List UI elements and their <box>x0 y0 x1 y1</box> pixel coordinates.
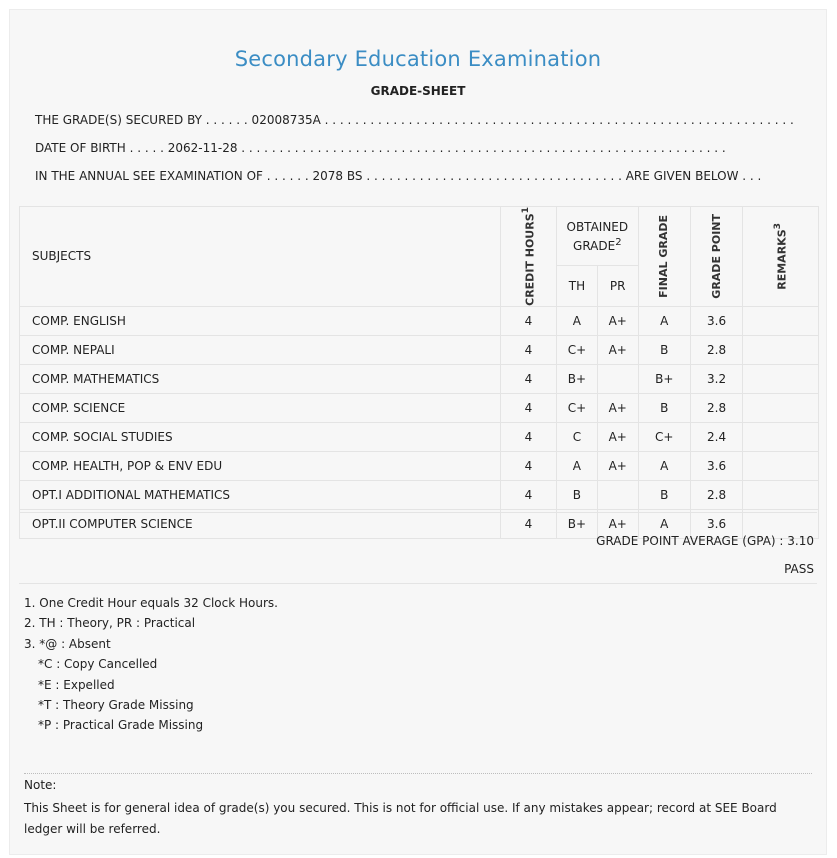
footnotes <box>24 593 278 736</box>
summary-divider <box>19 512 817 513</box>
credit-cell: 4 <box>500 306 556 335</box>
table-row <box>20 335 819 364</box>
grade-point-label: GRADE POINT <box>709 214 723 299</box>
grade-point-cell: 3.6 <box>690 509 742 538</box>
pr-cell <box>597 480 638 509</box>
footnote-3: 3. *@ : Absent <box>24 636 111 651</box>
credit-cell: 4 <box>500 335 556 364</box>
subject-cell: OPT.II COMPUTER SCIENCE <box>20 509 501 538</box>
final-grade-label: FINAL GRADE <box>657 215 671 298</box>
secured-by-line: THE GRADE(S) SECURED BY . . . . . . 02008735A . . . . . . . . . . . . . . . . . . . . . . . . . . . . . . . . . . . . . . . . . . . . . . . . . . . . . . . . . . . . . . <box>35 113 794 127</box>
credit-hours-sup: 1 <box>520 207 532 214</box>
pr-header: PR <box>597 266 638 307</box>
final-grade-cell: A <box>638 306 690 335</box>
footnote-3-practical-missing: *P : Practical Grade Missing <box>38 718 204 733</box>
obtained-grade-header <box>557 207 639 266</box>
remarks-cell <box>743 422 819 451</box>
remarks-cell <box>743 480 819 509</box>
pr-cell: A+ <box>597 422 638 451</box>
subject-cell: COMP. SCIENCE <box>20 393 501 422</box>
table-row <box>20 422 819 451</box>
note-divider <box>24 773 812 774</box>
remarks-cell <box>743 306 819 335</box>
note-text: This Sheet is for general idea of grade(s) you secured. This is not for official use. If any mistakes appear; record at SEE Board ledger will be referred. <box>24 801 777 836</box>
subject-cell: COMP. NEPALI <box>20 335 501 364</box>
credit-cell: 4 <box>500 393 556 422</box>
credit-cell: 4 <box>500 480 556 509</box>
pr-cell: A+ <box>597 335 638 364</box>
subject-cell: COMP. SOCIAL STUDIES <box>20 422 501 451</box>
footnote-3-theory-missing: *T : Theory Grade Missing <box>38 698 194 713</box>
grade-point-cell: 3.2 <box>690 364 742 393</box>
footnote-3-copy-cancelled: *C : Copy Cancelled <box>38 657 158 672</box>
grade-point-cell: 2.4 <box>690 422 742 451</box>
table-row <box>20 306 819 335</box>
table-row <box>20 451 819 480</box>
th-cell: C <box>557 422 598 451</box>
table-row <box>20 364 819 393</box>
table-row <box>20 480 819 509</box>
obtained-grade-sup: 2 <box>615 236 622 248</box>
th-cell: B+ <box>557 509 598 538</box>
credit-hours-header <box>500 207 556 307</box>
subject-cell: COMP. ENGLISH <box>20 306 501 335</box>
pr-cell: A+ <box>597 509 638 538</box>
remarks-header <box>743 207 819 307</box>
credit-cell: 4 <box>500 509 556 538</box>
credit-cell: 4 <box>500 364 556 393</box>
final-grade-cell: C+ <box>638 422 690 451</box>
obtained-grade-label: OBTAINED GRADE <box>566 219 629 253</box>
subject-cell: OPT.I ADDITIONAL MATHEMATICS <box>20 480 501 509</box>
final-grade-cell: A <box>638 451 690 480</box>
grade-sheet <box>9 9 827 855</box>
final-grade-cell: B+ <box>638 364 690 393</box>
note-label: Note: <box>24 778 57 792</box>
page-subtitle: GRADE-SHEET <box>370 84 466 98</box>
grades-table <box>19 206 819 539</box>
pr-cell <box>597 364 638 393</box>
grade-point-cell: 2.8 <box>690 480 742 509</box>
final-grade-cell: B <box>638 335 690 364</box>
remarks-cell <box>743 393 819 422</box>
th-cell: A <box>557 451 598 480</box>
exam-line: IN THE ANNUAL SEE EXAMINATION OF . . . . . . 2078 BS . . . . . . . . . . . . . . . . . . . . . . . . . . . . . . . . . . ARE GIVEN BELOW . . . <box>35 169 762 183</box>
th-cell: C+ <box>557 393 598 422</box>
final-grade-cell: A <box>638 509 690 538</box>
remarks-cell <box>743 451 819 480</box>
pr-cell: A+ <box>597 451 638 480</box>
footnote-3-expelled: *E : Expelled <box>38 677 115 692</box>
subject-cell: COMP. MATHEMATICS <box>20 364 501 393</box>
pr-cell: A+ <box>597 393 638 422</box>
th-cell: B+ <box>557 364 598 393</box>
page-title: Secondary Education Examination <box>234 47 602 71</box>
grade-point-header <box>690 207 742 307</box>
footnote-2: 2. TH : Theory, PR : Practical <box>24 616 196 631</box>
dob-line: DATE OF BIRTH . . . . . 2062-11-28 . . . . . . . . . . . . . . . . . . . . . . . . . . . . . . . . . . . . . . . . . . . . . . . . . . . . . . . . . . . . . . . . <box>35 141 726 155</box>
subject-cell: COMP. HEALTH, POP & ENV EDU <box>20 451 501 480</box>
credit-cell: 4 <box>500 422 556 451</box>
remarks-cell <box>743 364 819 393</box>
credit-cell: 4 <box>500 451 556 480</box>
final-grade-cell: B <box>638 480 690 509</box>
grade-point-cell: 2.8 <box>690 393 742 422</box>
gpa-text: GRADE POINT AVERAGE (GPA) : 3.10 <box>596 534 814 548</box>
th-cell: C+ <box>557 335 598 364</box>
final-grade-header <box>638 207 690 307</box>
remarks-cell <box>743 335 819 364</box>
th-cell: B <box>557 480 598 509</box>
grade-point-cell: 3.6 <box>690 451 742 480</box>
remarks-label: REMARKS <box>775 229 789 290</box>
pr-cell: A+ <box>597 306 638 335</box>
table-row <box>20 393 819 422</box>
footnote-1: 1. One Credit Hour equals 32 Clock Hours. <box>24 596 278 610</box>
grade-point-cell: 3.6 <box>690 306 742 335</box>
result-text: PASS <box>784 562 814 576</box>
credit-hours-label: CREDIT HOURS <box>523 213 537 306</box>
th-header: TH <box>557 266 598 307</box>
grade-point-cell: 2.8 <box>690 335 742 364</box>
subjects-header: SUBJECTS <box>20 207 501 307</box>
th-cell: A <box>557 306 598 335</box>
remarks-sup: 3 <box>772 223 784 230</box>
final-grade-cell: B <box>638 393 690 422</box>
footnote-divider <box>19 583 817 584</box>
